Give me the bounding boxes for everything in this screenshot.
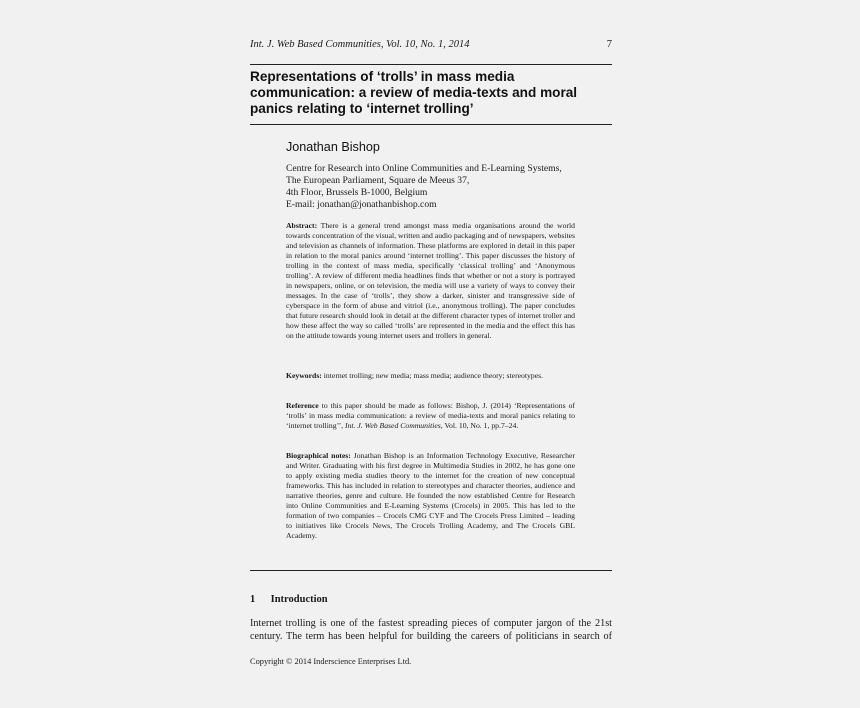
intro-paragraph	[250, 618, 612, 643]
reference-label: Reference	[286, 401, 319, 410]
running-header	[250, 39, 612, 50]
affiliation-line: Centre for Research into Online Communities and E-Learning Systems,	[286, 163, 562, 174]
keywords-label: Keywords:	[286, 371, 322, 380]
bio-label: Biographical notes:	[286, 451, 351, 460]
paper-title: Representations of ‘trolls’ in mass media communication: a review of media-texts and moral panics relating to ‘internet trolling’	[250, 69, 578, 116]
section-title: Introduction	[270, 594, 328, 605]
intro-line: Internet trolling is one of the fastest spreading pieces of computer jargon of the 21st	[250, 618, 612, 629]
title-bottom-rule	[250, 124, 612, 125]
reference-note	[286, 401, 575, 431]
front-matter-rule	[250, 570, 612, 571]
reference-journal: Int. J. Web Based Communities	[345, 421, 441, 430]
author-affiliation	[286, 163, 586, 211]
reference-text: to this paper should be made as follows: Bishop, J. (2014) ‘Representations of ‘trolls’ in mass media communication: a review of media-texts and moral panics relating to ‘internet trolling’’,	[286, 401, 575, 430]
biographical-notes	[286, 451, 575, 541]
abstract	[286, 221, 575, 341]
reference-volume: , Vol. 10, No. 1, pp.7–24.	[440, 421, 519, 430]
section-heading	[250, 594, 328, 605]
section-number: 1	[250, 594, 256, 605]
page-number: 7	[606, 39, 612, 50]
intro-line: century. The term has been helpful for building the careers of politicians in search of	[250, 630, 612, 642]
bio-text: Jonathan Bishop is an Information Technology Executive, Researcher and Writer. Graduating with his first degree in Multimedia Studies in 2002, he has gone one to apply existing media studies theory to the internet for the creation of new conceptual frameworks. This has included in relation to stereotypes and character theories, audience and narrative theories, genre and culture. He founded the now established Centre for Research into Online Communities and E-Learning Systems (Crocels) in 2005. This has led to the formation of two companies – Crocels CMG CYF and The Crocels Press Limited – leading to initiatives like Crocels News, The Crocels Trolling Academy, and The Crocels GBL Academy.	[286, 451, 575, 540]
journal-citation: Int. J. Web Based Communities, Vol. 10, No. 1, 2014	[250, 39, 470, 50]
title-top-rule	[250, 64, 612, 65]
affiliation-line: The European Parliament, Square de Meeus 37,	[286, 175, 470, 186]
abstract-text: There is a general trend amongst mass media organisations around the world towards concentration of the visual, written and audio packaging and of newspapers, websites and television as channels of information. These platforms are explored in detail in this paper in relation to the moral panics around ‘internet trolling’. This paper discusses the history of trolling in the context of mass media, specifically ‘classical trolling’ and ‘Anonymous trolling’. A review of different media headlines finds that whether or not a story is portrayed in newspapers, online, or on television, the media will use a variety of ways to convey their messages. In the case of ‘trolls’, they show a darker, sinister and transgressive side of cyberspace in the form of abuse and vitriol (i.e., anonymous trolling). The paper concludes that future research should look in detail at the different character types of internet troller and how these affect the way so called ‘trolls’ are represented in the media and the effect this has on the attitude towards young internet users and trollers in general.	[286, 221, 575, 340]
abstract-label: Abstract:	[286, 221, 318, 230]
keywords	[286, 371, 575, 381]
affiliation-line: 4th Floor, Brussels B-1000, Belgium	[286, 187, 428, 198]
keywords-text: internet trolling; new media; mass media; audience theory; stereotypes.	[323, 371, 544, 380]
author-name: Jonathan Bishop	[286, 140, 380, 154]
copyright-notice: Copyright © 2014 Inderscience Enterprises Ltd.	[250, 657, 412, 666]
author-email: E-mail: jonathan@jonathanbishop.com	[286, 199, 437, 210]
